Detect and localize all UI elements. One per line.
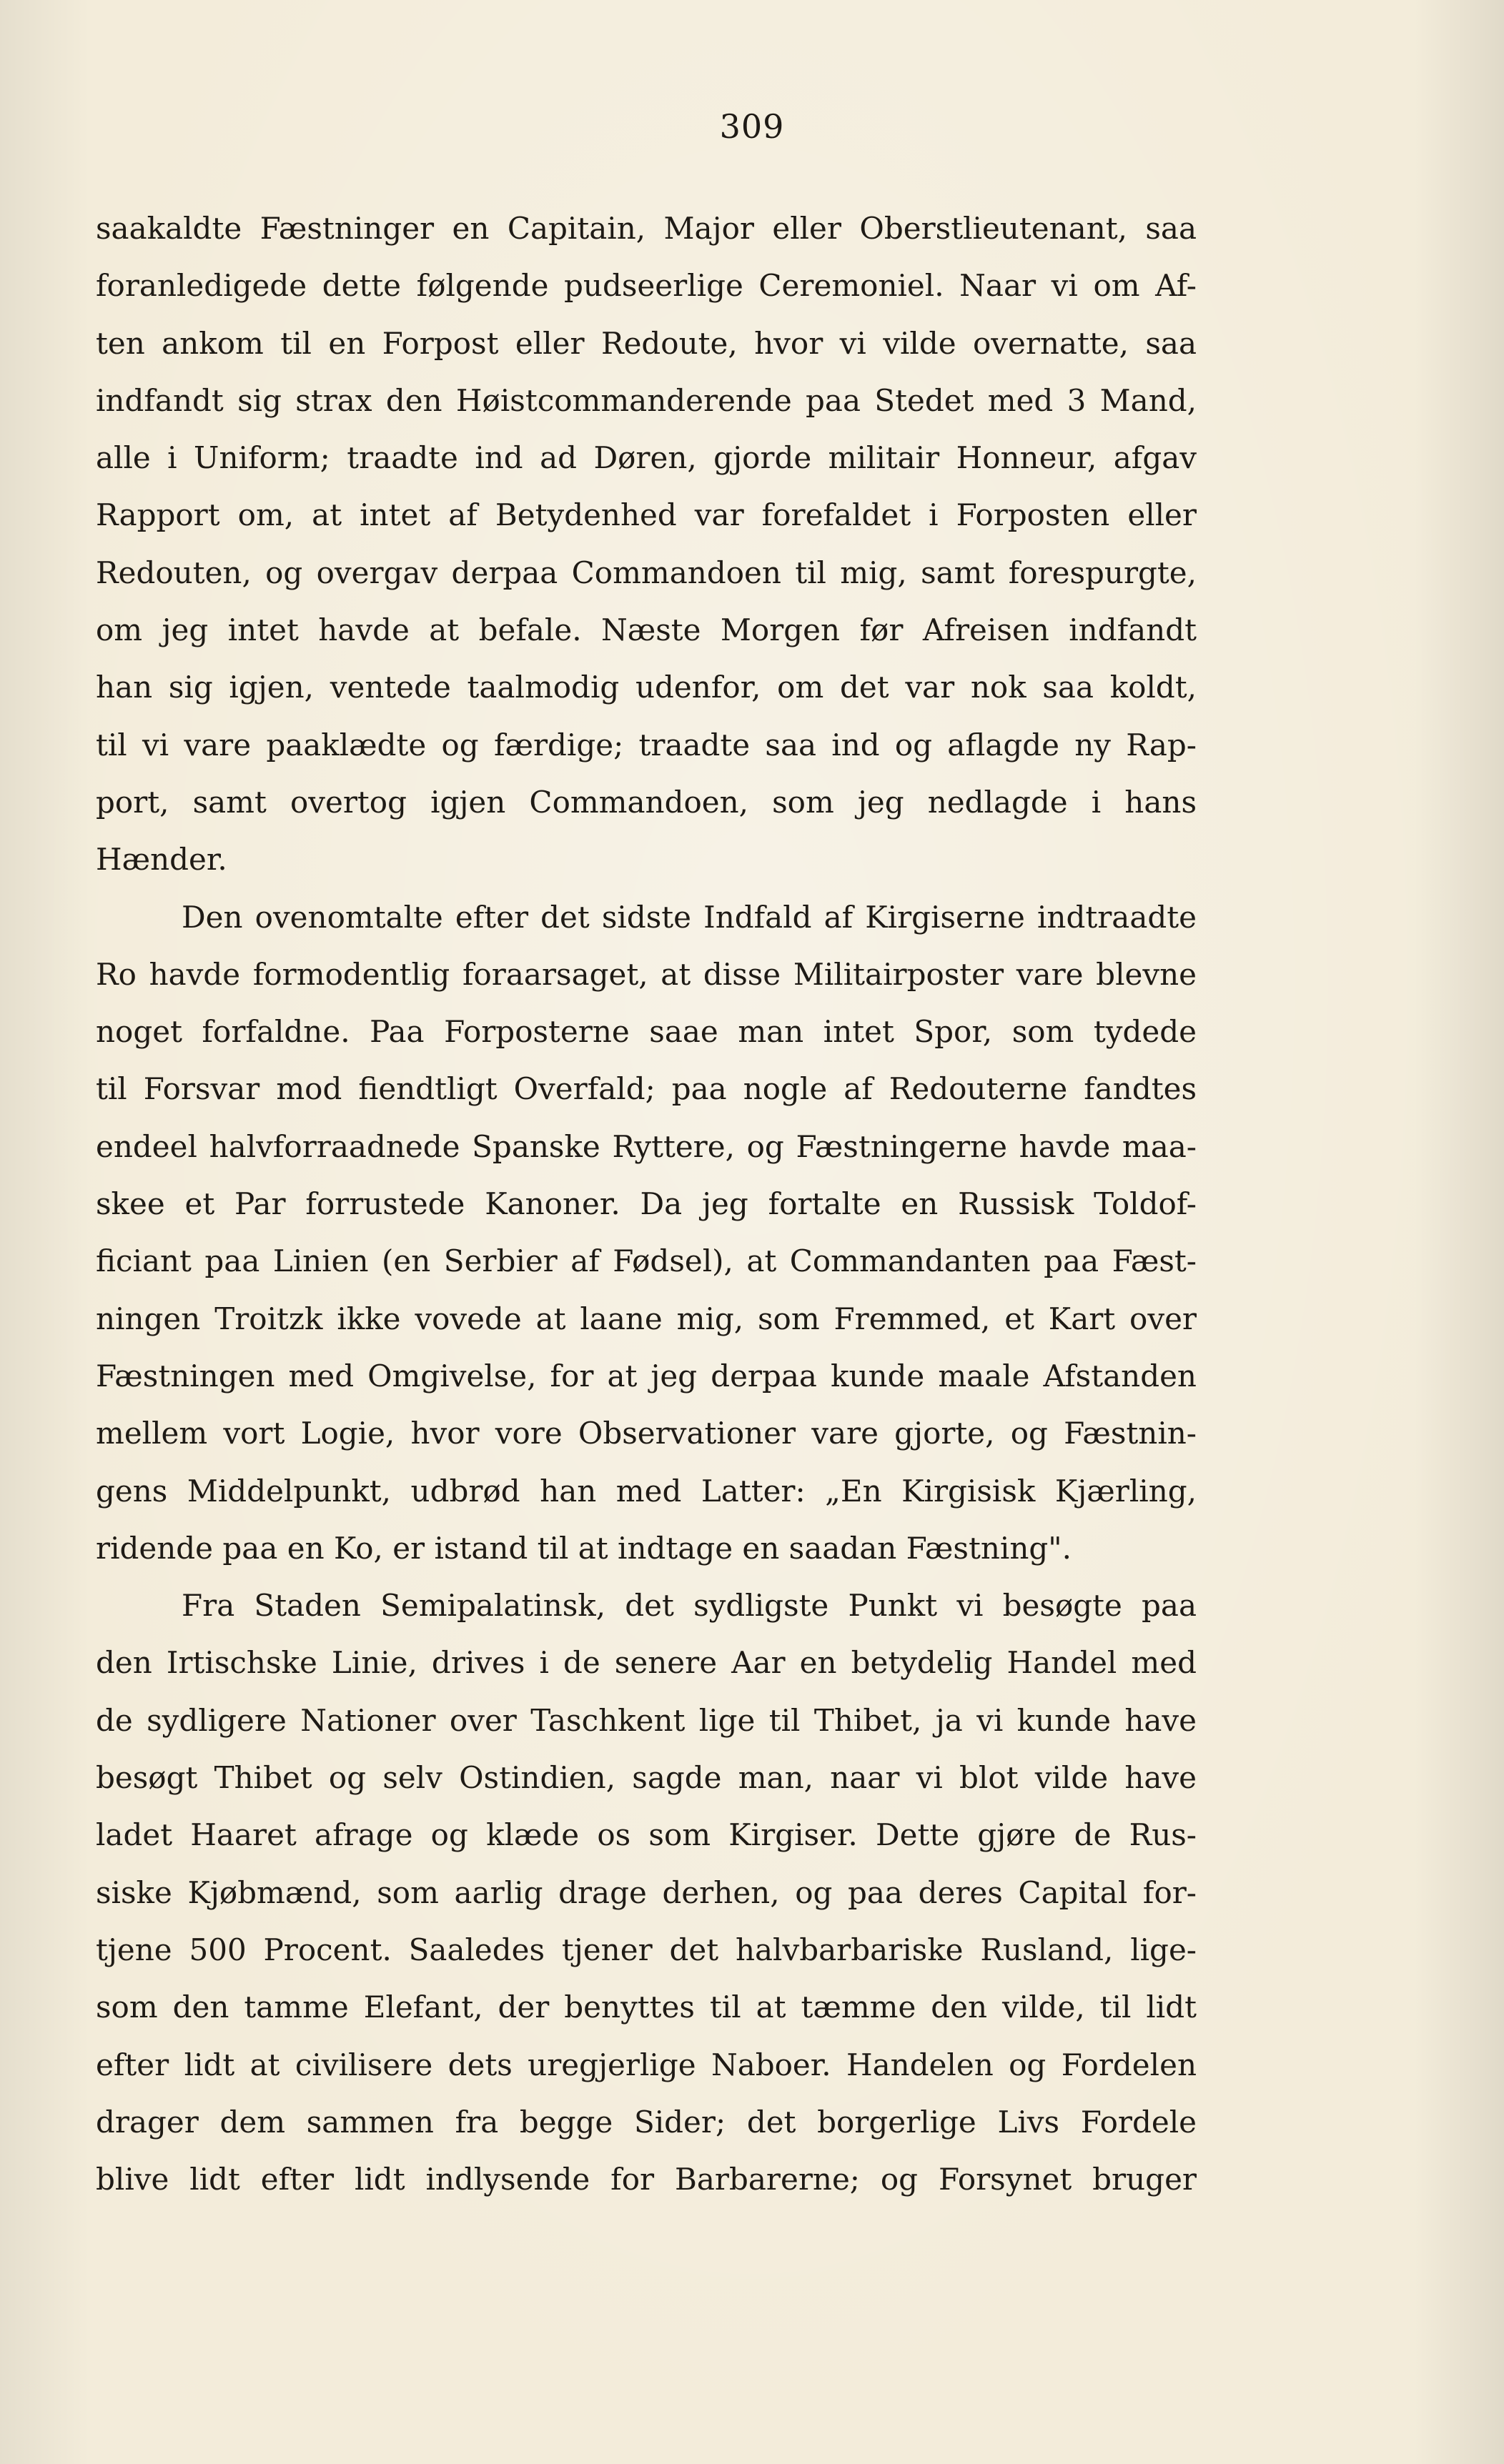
body-text xyxy=(96,200,1197,2208)
text-line: de sydligere Nationer over Taschkent lige til Thibet, ja vi kunde have xyxy=(96,1702,1197,1738)
text-line: Fra Staden Semipalatinsk, det sydligste Punkt vi besøgte paa xyxy=(182,1588,1197,1624)
text-line: Den ovenomtalte efter det sidste Indfald af Kirgiserne indtraadte xyxy=(182,899,1197,935)
text-line: ladet Haaret afrage og klæde os som Kirgiser. Dette gjøre de Rus- xyxy=(96,1817,1197,1853)
text-line: Ro havde formodentlig foraarsaget, at disse Militairposter vare blevne xyxy=(96,956,1197,992)
text-line: som den tamme Elefant, der benyttes til at tæmme den vilde, til lidt xyxy=(96,1989,1197,2025)
text-line: port, samt overtog igjen Commandoen, som jeg nedlagde i hans xyxy=(96,784,1197,820)
text-line: tjene 500 Procent. Saaledes tjener det halvbarbariske Rusland, lige- xyxy=(96,1932,1197,1967)
text-line: saakaldte Fæstninger en Capitain, Major eller Oberstlieutenant, saa xyxy=(96,211,1197,246)
text-line: efter lidt at civilisere dets uregjerlige Naboer. Handelen og Fordelen xyxy=(96,2047,1197,2082)
page-number: 309 xyxy=(719,107,785,146)
text-line: Fæstningen med Omgivelse, for at jeg derpaa kunde maale Afstanden xyxy=(96,1358,1197,1394)
text-line: noget forfaldne. Paa Forposterne saae man intet Spor, som tydede xyxy=(96,1014,1197,1050)
text-line: Rapport om, at intet af Betydenhed var forefaldet i Forposten eller xyxy=(96,497,1197,533)
text-line: foranledigede dette følgende pudseerlige Ceremoniel. Naar vi om Af- xyxy=(96,268,1197,304)
text-line: den Irtischske Linie, drives i de senere Aar en betydelig Handel med xyxy=(96,1645,1197,1681)
text-line: indfandt sig strax den Høistcommanderende paa Stedet med 3 Mand, xyxy=(96,382,1197,418)
text-line: om jeg intet havde at befale. Næste Morgen før Afreisen indfandt xyxy=(96,612,1197,648)
text-line: ficiant paa Linien (en Serbier af Fødsel), at Commandanten paa Fæst- xyxy=(96,1243,1197,1279)
text-line: alle i Uniform; traadte ind ad Døren, gjorde militair Honneur, afgav xyxy=(96,440,1197,476)
text-line: ridende paa en Ko, er istand til at indtage en saadan Fæstning". xyxy=(96,1530,1072,1566)
text-line: til vi vare paaklædte og færdige; traadte saa ind og aflagde ny Rap- xyxy=(96,727,1197,762)
text-line: blive lidt efter lidt indlysende for Barbarerne; og Forsynet bruger xyxy=(96,2162,1197,2197)
text-line: besøgt Thibet og selv Ostindien, sagde man, naar vi blot vilde have xyxy=(96,1760,1197,1796)
text-line: ningen Troitzk ikke vovede at laane mig, som Fremmed, et Kart over xyxy=(96,1301,1197,1336)
text-line: Redouten, og overgav derpaa Commandoen til mig, samt forespurgte, xyxy=(96,555,1197,590)
text-line: skee et Par forrustede Kanoner. Da jeg fortalte en Russisk Toldof- xyxy=(96,1186,1197,1222)
text-line: mellem vort Logie, hvor vore Observationer vare gjorte, og Fæstnin- xyxy=(96,1416,1197,1451)
text-line: til Forsvar mod fiendtligt Overfald; paa nogle af Redouterne fandtes xyxy=(96,1071,1197,1107)
text-line: han sig igjen, ventede taalmodig udenfor, om det var nok saa koldt, xyxy=(96,670,1197,705)
text-line: endeel halvforraadnede Spanske Ryttere, og Fæstningerne havde maa- xyxy=(96,1128,1197,1164)
text-line: siske Kjøbmænd, som aarlig drage derhen, og paa deres Capital for- xyxy=(96,1874,1197,1910)
text-line: ten ankom til en Forpost eller Redoute, hvor vi vilde overnatte, saa xyxy=(96,325,1197,361)
text-line: gens Middelpunkt, udbrød han med Latter: „En Kirgisisk Kjærling, xyxy=(96,1473,1197,1509)
text-line: drager dem sammen fra begge Sider; det borgerlige Livs Fordele xyxy=(96,2104,1197,2140)
text-line: Hænder. xyxy=(96,842,227,878)
